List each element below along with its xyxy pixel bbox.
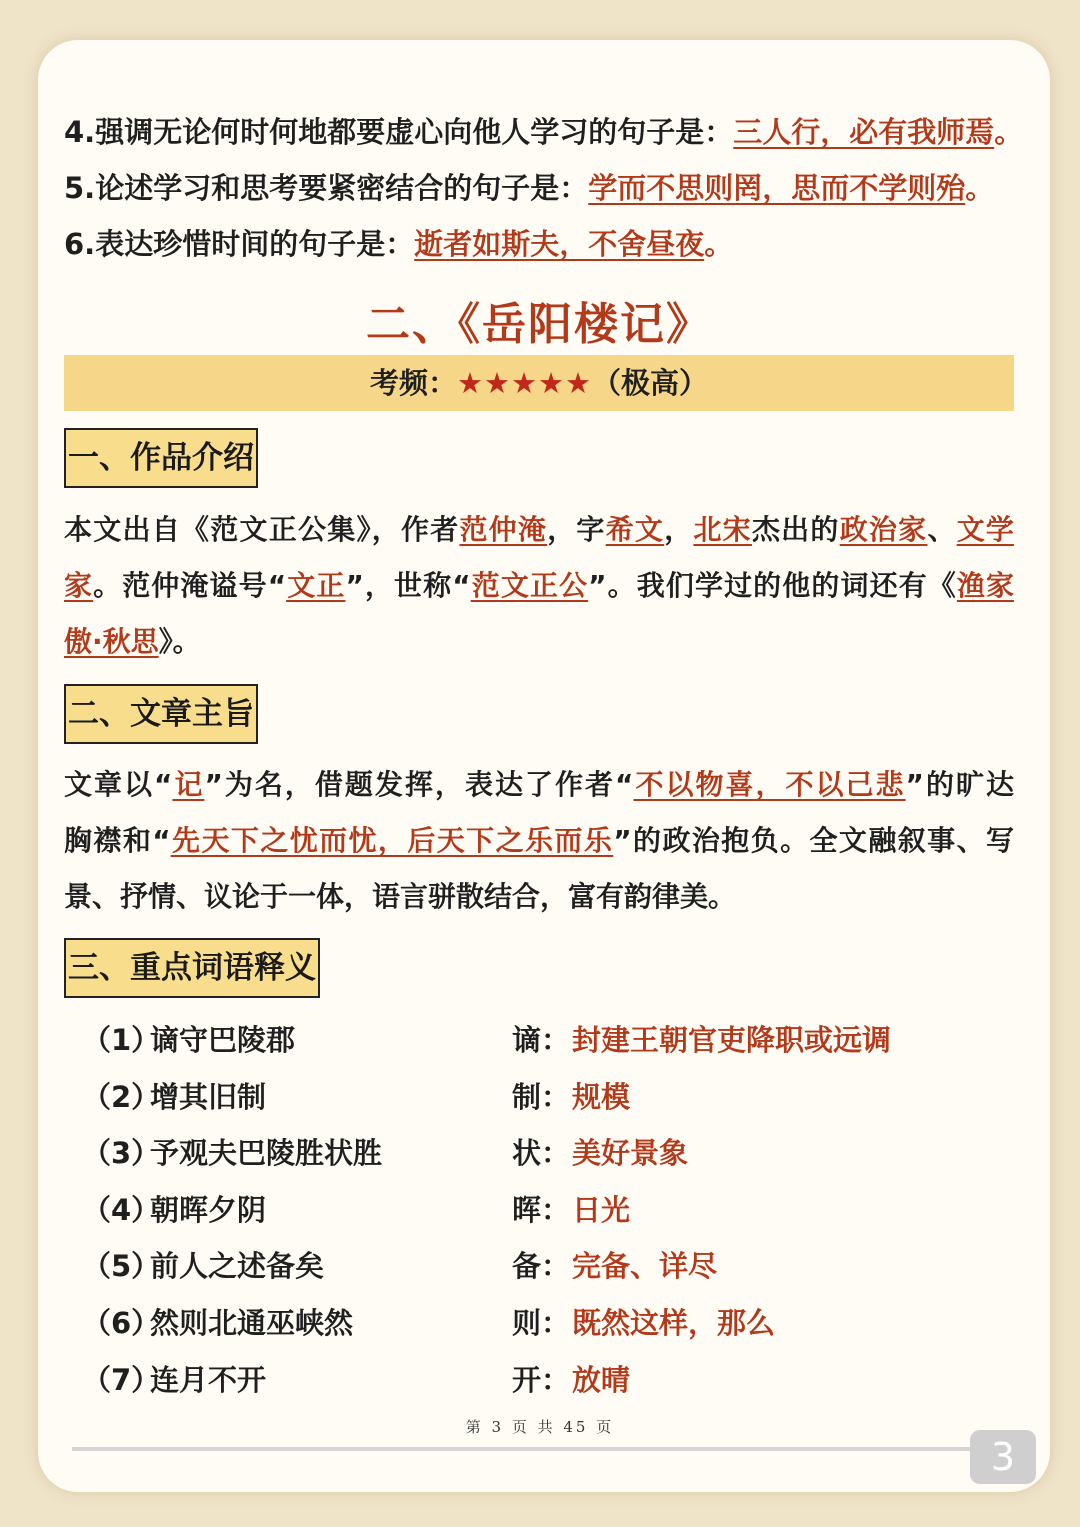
text: ”。我们学过的他的词还有《 [588,569,957,602]
text: 、 [927,513,957,546]
theme-row-3 [64,869,1014,925]
key-word: 晖： [512,1192,571,1227]
vocab-item [82,1238,1012,1295]
question-text: 6.表达珍惜时间的句子是： [64,227,415,261]
vocab-phrase: 朝晖夕阴 [150,1192,267,1227]
text: 本文出自《范文正公集》，作者 [64,513,460,546]
text: ”，世称“ [345,569,471,602]
answer-text: 学而不思则罔，思而不学则殆 [588,171,966,205]
key-word: 谪： [512,1023,571,1057]
text: 。范仲淹谥号“ [93,569,287,602]
word-meaning: 规模 [572,1079,631,1114]
item-number: （1） [82,1023,161,1057]
intro-row-1 [64,502,1014,558]
highlight-role: 家 [64,569,94,602]
theme-row-2 [64,813,1014,869]
chapter-title: 二、《岳阳楼记》 [366,299,712,350]
item-number: （5） [82,1249,161,1284]
answer-end: 。 [704,227,734,261]
vocab-item [82,1182,1012,1239]
theme-paragraph [64,757,1014,925]
item-number: （4） [82,1192,161,1227]
answer-end: 。 [994,115,1024,149]
answer-text: 逝者如斯夫，不舍昼夜 [414,227,705,261]
page-number-badge: 3 [970,1430,1036,1484]
key-word: 则： [512,1305,571,1340]
text: ，字 [547,513,606,546]
item-number: （7） [82,1362,161,1397]
highlight-role: 政治家 [839,513,928,546]
text: ， [664,513,694,546]
frequency-label: 考频： [369,366,457,400]
answer-text: 三人行，必有我师焉 [733,115,995,149]
frequency-banner [64,355,1014,411]
answer-end: 。 [965,171,995,205]
text: ”的政治抱负。全文融叙事、写 [613,824,1014,857]
theme-row-1 [64,757,1014,813]
highlight-quote: 不以物喜，不以己悲 [633,768,906,801]
section-heading-vocab: 三、重点词语释义 [64,938,320,998]
vocab-item [82,1295,1012,1352]
highlight-ji: 记 [172,768,205,801]
vocab-phrase: 然则北通巫峡然 [150,1305,354,1340]
text: 胸襟和“ [64,824,171,857]
intro-row-2 [64,558,1014,614]
item-number: （2） [82,1079,161,1114]
vocab-item [82,1125,1012,1182]
text: 景、抒情、议论于一体，语言骈散结合，富有韵律美。 [64,880,737,913]
intro-paragraph [64,502,1014,670]
item-number: （6） [82,1305,161,1340]
item-number: （3） [82,1136,161,1171]
vocab-list [82,1012,1012,1408]
vocab-phrase: 连月不开 [150,1362,267,1397]
text: 文章以“ [64,768,173,801]
vocab-item [82,1069,1012,1126]
word-meaning: 放晴 [572,1362,631,1397]
vocab-item [82,1352,1012,1409]
word-meaning: 封建王朝官吏降职或远调 [572,1023,892,1057]
star-rating: ★★★★★ [457,366,592,400]
key-word: 开： [512,1362,571,1397]
highlight-posthumous-name: 文正 [286,569,346,602]
intro-item-4 [64,110,1023,151]
highlight-poem: 渔家 [956,569,1014,602]
intro-item-6 [64,222,733,263]
vocab-phrase: 谪守巴陵郡 [150,1023,296,1057]
question-text: 4.强调无论何时何地都要虚心向他人学习的句子是： [64,115,734,149]
highlight-dynasty: 北宋 [693,513,752,546]
highlight-role: 文学 [956,513,1014,546]
frequency-level: （极高） [592,366,709,400]
vocab-item [82,1012,1012,1069]
word-meaning: 日光 [572,1192,631,1227]
word-meaning: 既然这样，那么 [572,1305,776,1340]
section-heading-intro: 一、作品介绍 [64,428,258,488]
highlight-title: 范文正公 [470,569,589,602]
intro-row-3 [64,614,1014,670]
highlight-author: 范仲淹 [459,513,548,546]
page-footer: 第 3 页 共 45 页 [465,1418,615,1436]
question-text: 5.论述学习和思考要紧密结合的句子是： [64,171,589,205]
section-heading-theme: 二、文章主旨 [64,684,258,744]
vocab-phrase: 予观夫巴陵胜状胜 [150,1136,383,1171]
key-word: 备： [512,1249,571,1284]
vocab-phrase: 增其旧制 [150,1079,267,1114]
word-meaning: 完备、详尽 [572,1249,718,1284]
word-meaning: 美好景象 [572,1136,689,1171]
highlight-quote: 先天下之忧而忧，后天下之乐而乐 [170,824,614,857]
text: 杰出的 [751,513,840,546]
highlight-courtesy-name: 希文 [605,513,665,546]
text: 》。 [158,625,201,658]
footer-divider [72,1447,972,1451]
vocab-phrase: 前人之述备矣 [150,1249,325,1284]
intro-item-5 [64,166,994,207]
text: ”的旷达 [905,768,1014,801]
key-word: 制： [512,1079,571,1114]
key-word: 状： [512,1136,571,1171]
highlight-poem: 傲·秋思 [64,625,159,658]
text: ”为名，借题发挥，表达了作者“ [204,768,634,801]
